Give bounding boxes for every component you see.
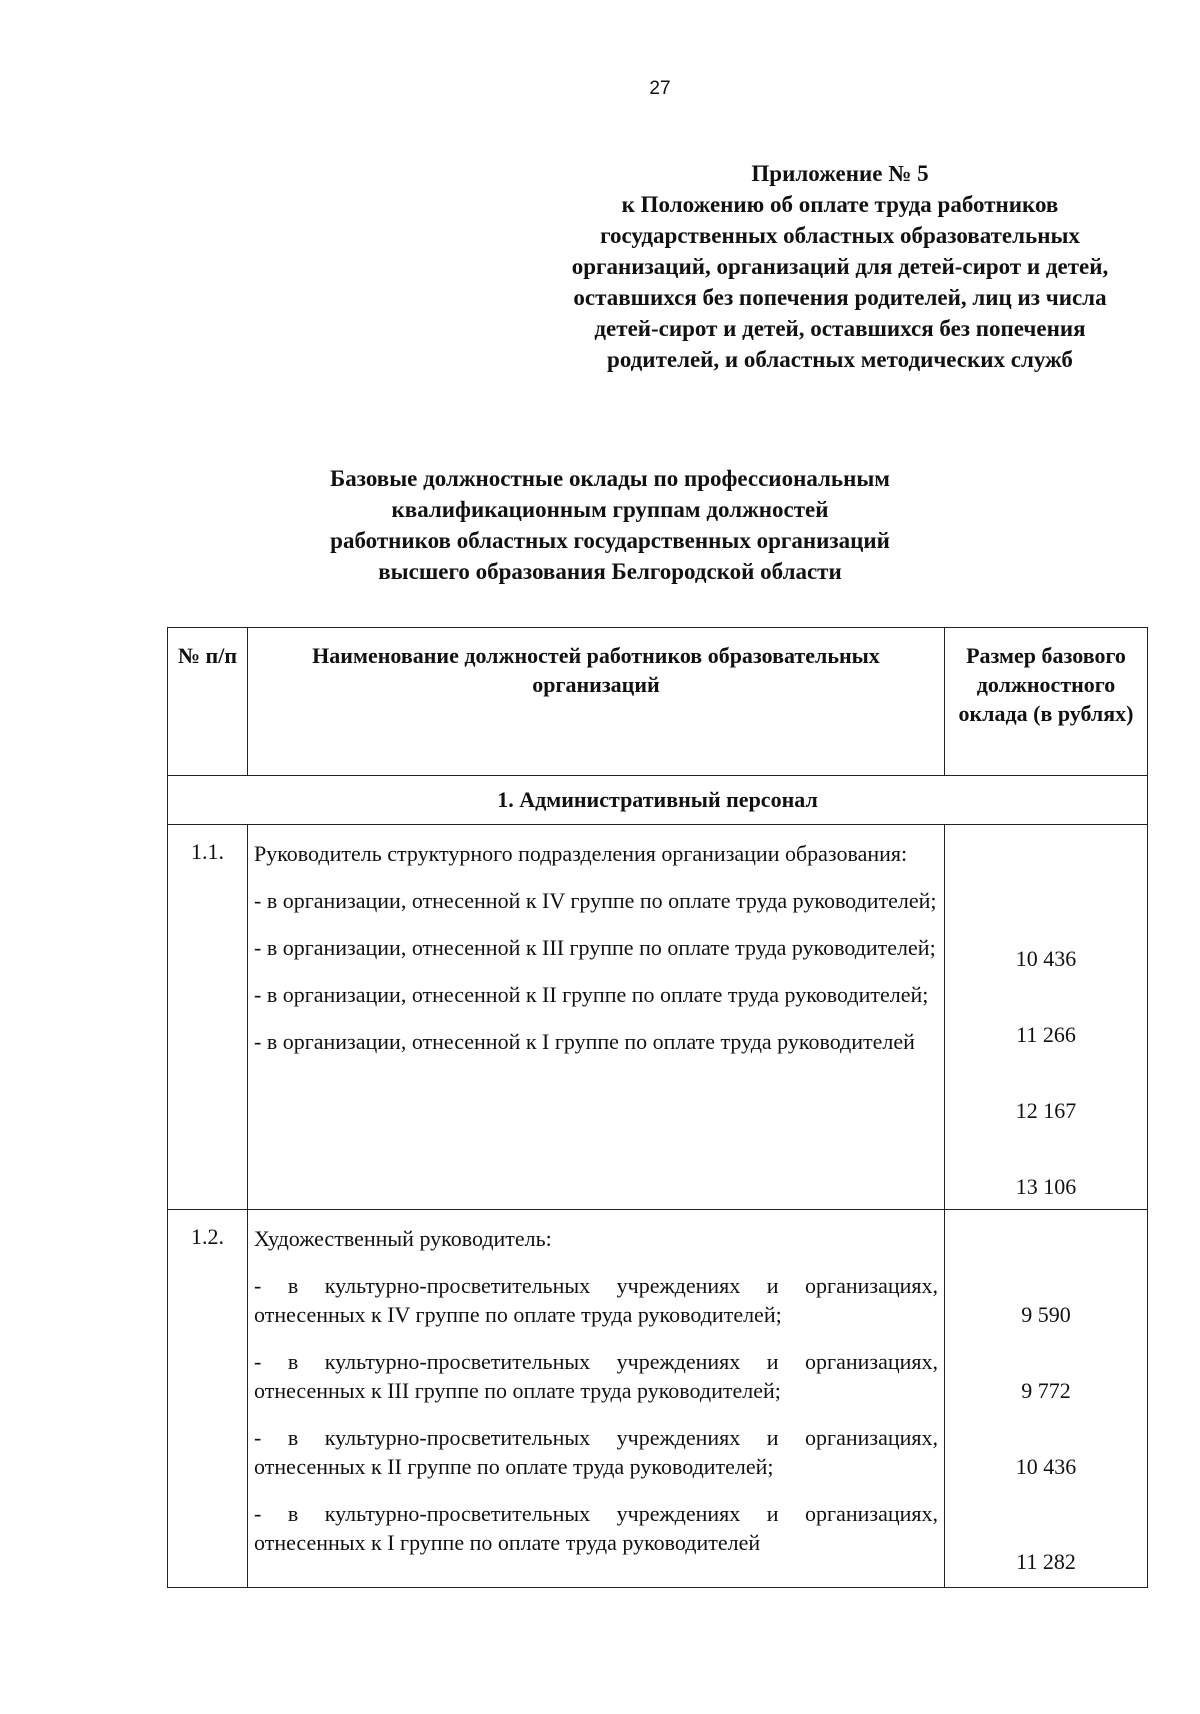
position-item: - в организации, отнесенной к III группе по оплате труда руководителей; [254,935,936,960]
header-position-name: Наименование должностей работников образовательных организаций [248,628,945,776]
salary-amount: 10 436 [1015,946,1077,971]
page-number: 27 [649,78,671,99]
salary-amount: 9 590 [1021,1302,1071,1327]
appendix-heading [520,158,1160,375]
appendix-line: государственных областных образовательных [600,223,1080,248]
title-line: высшего образования Белгородской области [378,559,842,584]
position-item: - в культурно-просветительных учреждениях и организациях, отнесенных к II группе по оплате труда руководителей; [254,1425,938,1479]
position-title: Художественный руководитель: [254,1226,552,1251]
salary-table [167,627,1148,1588]
salary-amount: 13 106 [1015,1174,1077,1199]
position-title: Руководитель структурного подразделения организации образования: [254,841,908,866]
position-item: - в организации, отнесенной к I группе по оплате труда руководителей [254,1029,915,1054]
row-positions [248,825,945,1210]
salary-amount: 9 772 [1021,1378,1071,1403]
section-title: 1. Административный персонал [168,776,1148,825]
row-number: 1.2. [168,1210,248,1588]
position-item: - в культурно-просветительных учреждениях и организациях, отнесенных к IV группе по оплате труда руководителей; [254,1273,938,1327]
header-number: № п/п [168,628,248,776]
title-line: работников областных государственных организаций [330,528,890,553]
row-number: 1.1. [168,825,248,1210]
position-item: - в культурно-просветительных учреждениях и организациях, отнесенных к III группе по оплате труда руководителей; [254,1349,938,1403]
header-salary-amount: Размер базового должностного оклада (в рублях) [945,628,1148,776]
salary-amount: 10 436 [1015,1454,1077,1479]
title-line: Базовые должностные оклады по профессиональным [330,466,890,491]
row-amounts [945,825,1148,1210]
position-item: - в организации, отнесенной к II группе по оплате труда руководителей; [254,982,929,1007]
appendix-line: детей-сирот и детей, оставшихся без попечения [594,316,1086,341]
row-positions [248,1210,945,1588]
row-amounts [945,1210,1148,1588]
table-row [168,1210,1148,1588]
salary-amount: 11 282 [1016,1549,1076,1574]
appendix-line: родителей, и областных методических служб [607,347,1073,372]
title-line: квалификационным группам должностей [391,497,829,522]
salary-amount: 11 266 [1016,1022,1076,1047]
appendix-line: оставшихся без попечения родителей, лиц из числа [573,285,1107,310]
appendix-line: организаций, организаций для детей-сирот и детей, [571,254,1109,279]
table-row [168,825,1148,1210]
position-item: - в организации, отнесенной к IV группе по оплате труда руководителей; [254,888,937,913]
appendix-line: к Положению об оплате труда работников [621,192,1059,217]
section-row [168,776,1148,825]
appendix-line: Приложение № 5 [751,161,929,186]
table-header-row [168,628,1148,776]
salary-amount: 12 167 [1015,1098,1077,1123]
position-item: - в культурно-просветительных учреждениях и организациях, отнесенных к I группе по оплате труда руководителей [254,1501,938,1555]
document-title [220,463,1000,587]
